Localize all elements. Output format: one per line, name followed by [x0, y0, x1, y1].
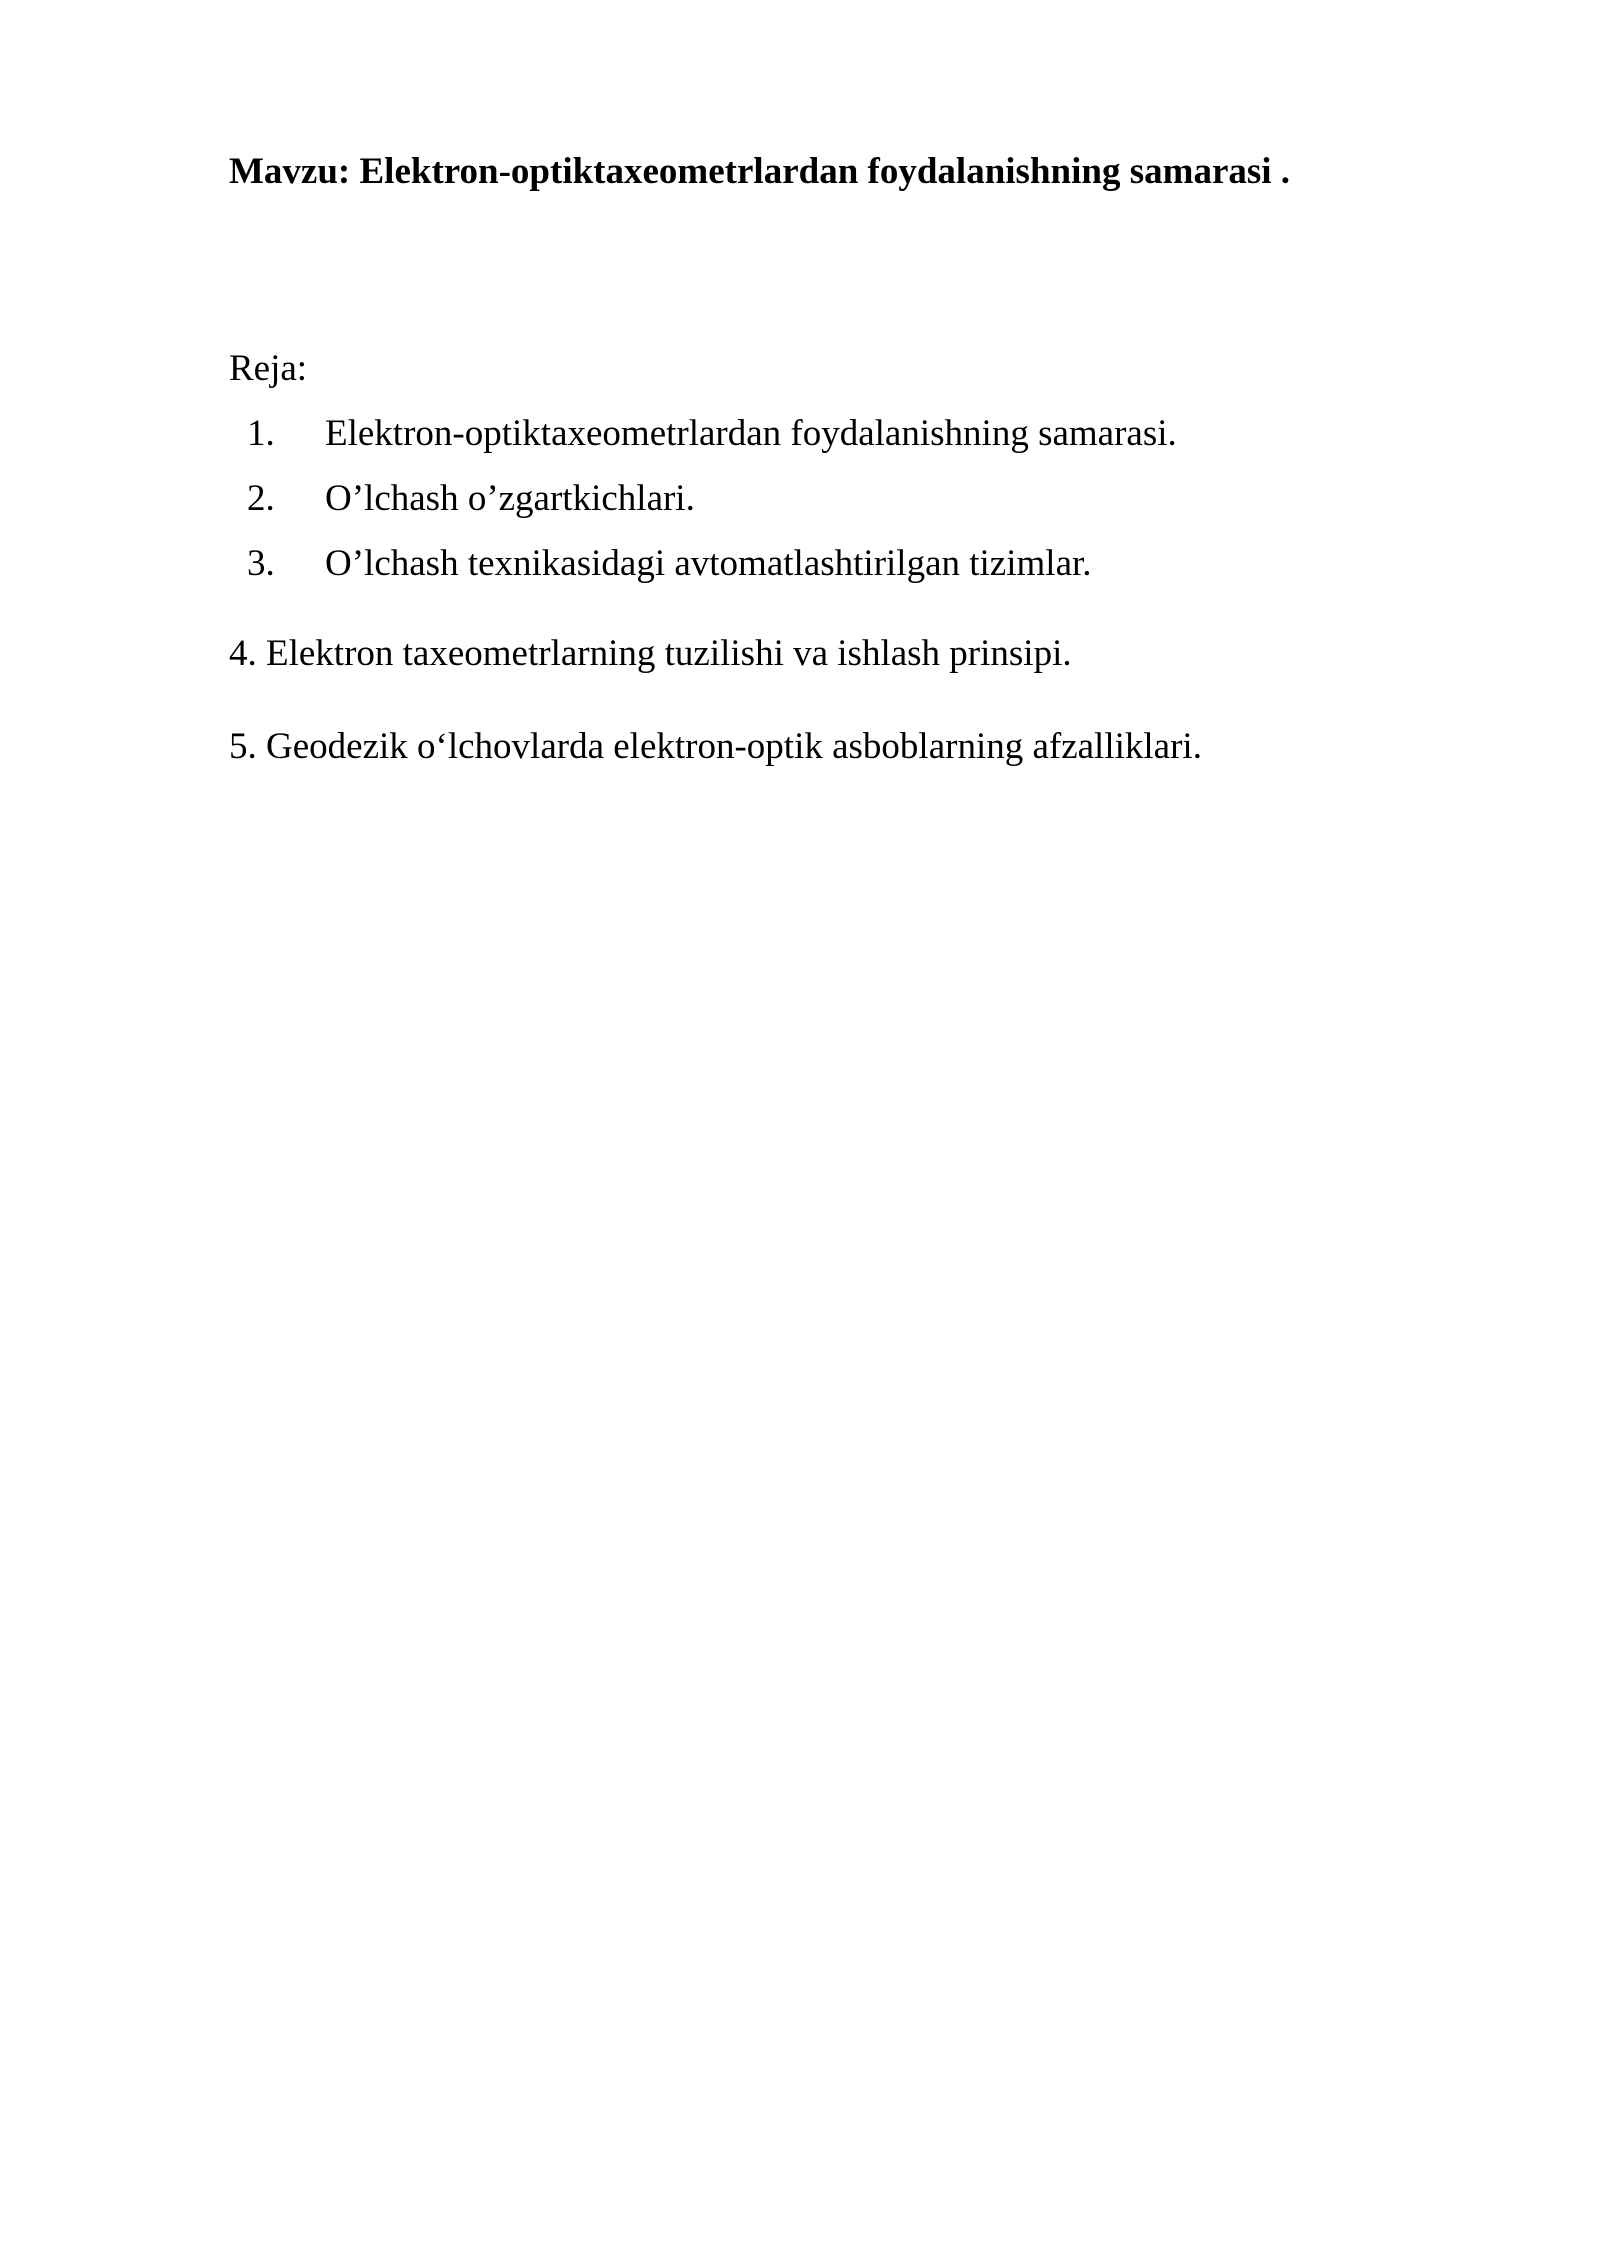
plan-item-4: 4. Elektron taxeometrlarning tuzilishi va ishlash prinsipi. [229, 633, 1072, 674]
document-title: Mavzu: Elektron-optiktaxeometrlardan foydalanishning samarasi . [229, 151, 1291, 192]
plan-item-number: 3. [247, 543, 275, 584]
plan-item-text: Elektron-optiktaxeometrlardan foydalanishning samarasi. [325, 413, 1177, 454]
plan-item-number: 2. [247, 478, 275, 519]
plan-item-number: 1. [247, 413, 275, 454]
plan-item-text: O’lchash o’zgartkichlari. [325, 478, 695, 519]
plan-item-5: 5. Geodezik o‘lchovlarda elektron-optik asboblarning afzalliklari. [229, 726, 1202, 767]
plan-item-text: O’lchash texnikasidagi avtomatlashtirilgan tizimlar. [325, 543, 1092, 584]
plan-heading: Reja: [229, 348, 308, 389]
